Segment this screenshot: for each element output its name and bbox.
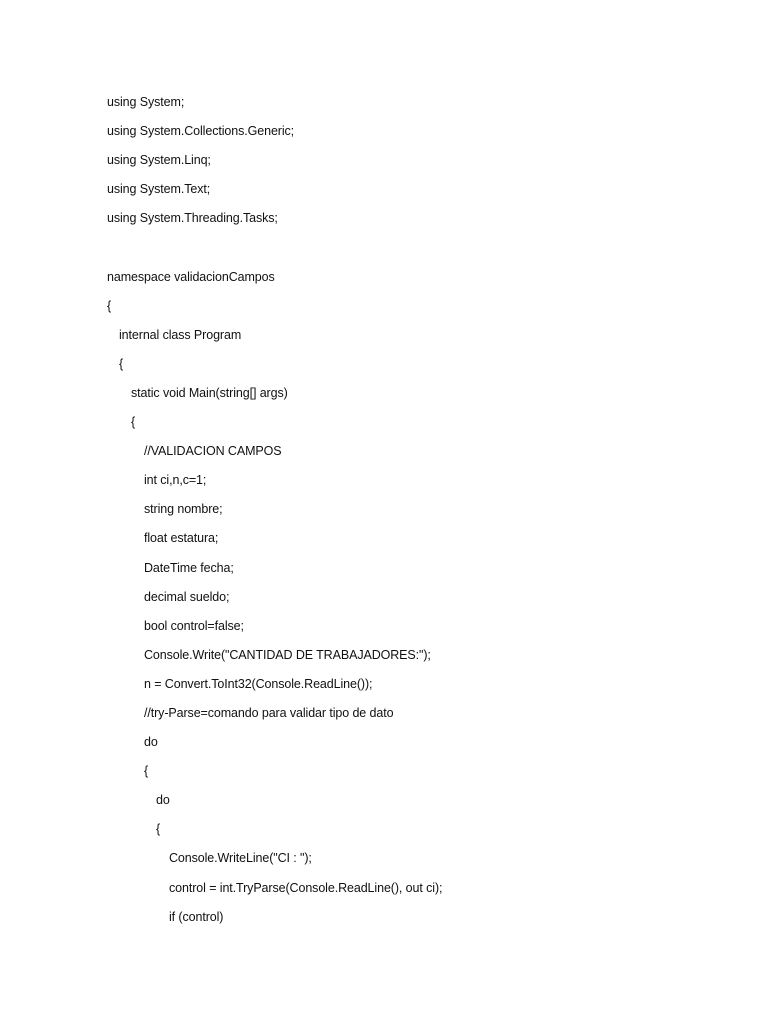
code-line: bool control=false; [144, 618, 244, 633]
code-line: if (control) [169, 909, 224, 924]
code-line: Console.Write("CANTIDAD DE TRABAJADORES:"); [144, 647, 431, 662]
code-line: using System; [107, 95, 185, 109]
code-line: using System.Linq; [107, 153, 211, 168]
code-line: namespace validacionCampos [107, 269, 275, 284]
code-line: //try-Parse=comando para validar tipo de dato [144, 705, 394, 720]
code-line: DateTime fecha; [144, 560, 234, 575]
code-line: { [107, 298, 112, 313]
code-line: decimal sueldo; [144, 589, 230, 604]
code-line: do [144, 735, 158, 750]
code-line: control = int.TryParse(Console.ReadLine(), out ci); [169, 880, 443, 895]
code-line: using System.Threading.Tasks; [107, 211, 278, 226]
code-line: { [144, 764, 149, 779]
code-line: static void Main(string[] args) [131, 385, 288, 400]
code-line: using System.Collections.Generic; [107, 124, 295, 139]
code-line: { [119, 356, 124, 371]
code-line: internal class Program [119, 327, 242, 342]
code-line: using System.Text; [107, 182, 211, 197]
code-line [107, 237, 442, 266]
code-line: //VALIDACION CAMPOS [144, 444, 282, 459]
code-line: { [156, 822, 161, 837]
code-line: string nombre; [144, 502, 223, 517]
code-line: int ci,n,c=1; [144, 473, 207, 488]
code-line: n = Convert.ToInt32(Console.ReadLine()); [144, 676, 373, 691]
code-line: float estatura; [144, 531, 219, 546]
code-listing [107, 92, 442, 936]
code-line: { [131, 415, 136, 430]
code-line: do [156, 793, 170, 808]
code-line: Console.WriteLine("CI : "); [169, 851, 312, 866]
